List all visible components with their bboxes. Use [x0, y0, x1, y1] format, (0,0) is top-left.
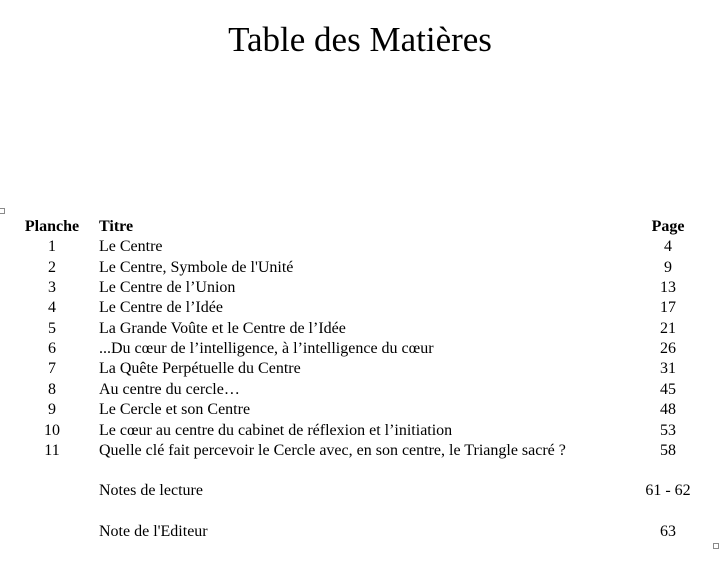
- toc-entry: [0, 359, 725, 379]
- toc-entry: [0, 339, 725, 359]
- toc-entry: [0, 258, 725, 278]
- entry-number: 7: [48, 360, 56, 377]
- entry-title: La Grande Voûte et le Centre de l’Idée: [99, 320, 346, 337]
- entry-title: Le Centre de l’Idée: [99, 299, 223, 316]
- entry-page: 26: [660, 340, 676, 357]
- entry-number: 9: [48, 401, 56, 418]
- toc-entry: [0, 400, 725, 420]
- entry-title: Le cœur au centre du cabinet de réflexion et l’initiation: [99, 422, 453, 439]
- entry-title: ...Du cœur de l’intelligence, à l’intelligence du cœur: [99, 340, 434, 357]
- toc-entry: [0, 380, 725, 400]
- note-editeur-page: 63: [660, 523, 676, 540]
- entry-number: 10: [44, 422, 60, 439]
- page-title: Table des Matières: [228, 20, 492, 59]
- notes-lecture-page: 61 - 62: [645, 482, 691, 499]
- entry-page: 17: [660, 299, 676, 316]
- entry-number: 8: [48, 381, 56, 398]
- entry-page: 4: [664, 238, 672, 255]
- entry-number: 2: [48, 259, 56, 276]
- note-editeur-row: [0, 522, 725, 542]
- notes-lecture-title: Notes de lecture: [99, 482, 203, 499]
- entry-title: Le Centre, Symbole de l'Unité: [99, 259, 294, 276]
- entry-number: 4: [48, 299, 56, 316]
- table-anchor-marker[interactable]: [0, 208, 5, 214]
- note-editeur-title: Note de l'Editeur: [99, 523, 208, 540]
- entry-number: 5: [48, 320, 56, 337]
- entry-page: 48: [660, 401, 676, 418]
- toc-entry: [0, 441, 725, 461]
- entry-page: 9: [664, 259, 672, 276]
- entry-page: 53: [660, 422, 676, 439]
- entry-page: 31: [660, 360, 676, 377]
- toc-entry: [0, 237, 725, 257]
- entry-number: 6: [48, 340, 56, 357]
- entry-title: La Quête Perpétuelle du Centre: [99, 360, 301, 377]
- cell-end-marker[interactable]: [713, 543, 719, 549]
- entry-page: 21: [660, 320, 676, 337]
- table-header-row: [0, 217, 725, 237]
- toc-entry: [0, 421, 725, 441]
- toc-entry: [0, 298, 725, 318]
- entry-page: 13: [660, 279, 676, 296]
- entry-number: 11: [44, 442, 60, 459]
- entry-page: 45: [660, 381, 676, 398]
- entry-title: Au centre du cercle…: [99, 381, 240, 398]
- column-header-planche: Planche: [24, 218, 80, 235]
- entry-page: 58: [660, 442, 676, 459]
- toc-entry: [0, 319, 725, 339]
- entry-number: 3: [48, 279, 56, 296]
- entry-title: Le Centre de l’Union: [99, 279, 236, 296]
- entry-title: Le Centre: [99, 238, 163, 255]
- entry-title: Le Cercle et son Centre: [99, 401, 251, 418]
- notes-lecture-row: [0, 481, 725, 501]
- entry-title: Quelle clé fait percevoir le Cercle avec, en son centre, le Triangle sacré ?: [99, 442, 566, 459]
- column-header-titre: Titre: [99, 218, 134, 235]
- column-header-page: Page: [651, 218, 685, 235]
- toc-entry: [0, 278, 725, 298]
- entry-number: 1: [48, 238, 56, 255]
